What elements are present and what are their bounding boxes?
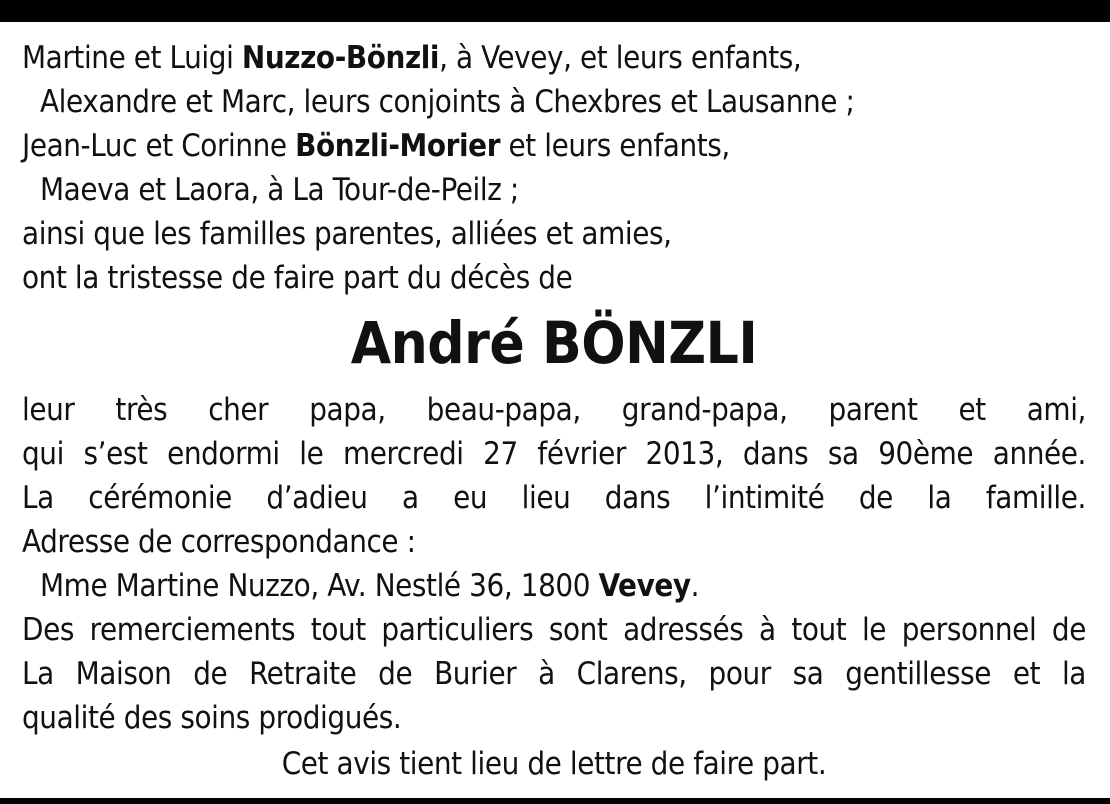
body-line-1: leur très cher papa, beau-papa, grand-papa, parent et ami,: [22, 392, 1086, 428]
family-surname: Nuzzo-Bönzli: [241, 40, 440, 76]
body-line-3: La cérémonie d’adieu a eu lieu dans l’intimité de la famille.: [22, 480, 1086, 516]
address-heading: Adresse de correspondance :: [22, 524, 416, 560]
family-line-6: ont la tristesse de faire part du décès de: [22, 260, 573, 296]
address-text: Mme Martine Nuzzo, Av. Nestlé 36, 1800: [40, 568, 599, 604]
thanks-line-3: qualité des soins prodigués.: [22, 700, 402, 736]
body-line-2: qui s’est endormi le mercredi 27 février 2013, dans sa 90ème année.: [22, 436, 1086, 472]
family-line-3: [22, 124, 1086, 168]
family-text: , à Vevey, et leurs enfants,: [439, 40, 802, 76]
top-border-rule: [0, 0, 1110, 22]
family-line-1: [22, 36, 1086, 80]
thanks-line-1: Des remerciements tout particuliers sont adressés à tout le personnel de: [22, 612, 1086, 648]
address-text: .: [690, 568, 700, 604]
family-text: et leurs enfants,: [500, 128, 730, 164]
family-text: Jean-Luc et Corinne: [22, 128, 296, 164]
address-city: Vevey: [598, 568, 691, 604]
family-line-5: ainsi que les familles parentes, alliées et amies,: [22, 216, 672, 252]
bottom-border-rule: [0, 798, 1110, 804]
family-line-4: Maeva et Laora, à La Tour-de-Peilz ;: [40, 172, 519, 208]
family-line-2: Alexandre et Marc, leurs conjoints à Chexbres et Lausanne ;: [40, 84, 855, 120]
family-text: Martine et Luigi: [22, 40, 242, 76]
family-surname: Bönzli-Morier: [295, 128, 501, 164]
death-notice: [22, 36, 1086, 786]
thanks-line-2: La Maison de Retraite de Burier à Clarens, pour sa gentillesse et la: [22, 656, 1086, 692]
deceased-name: André BÖNZLI: [350, 309, 758, 377]
address-line: [22, 564, 1086, 608]
closing-statement: Cet avis tient lieu de lettre de faire part.: [281, 746, 827, 782]
